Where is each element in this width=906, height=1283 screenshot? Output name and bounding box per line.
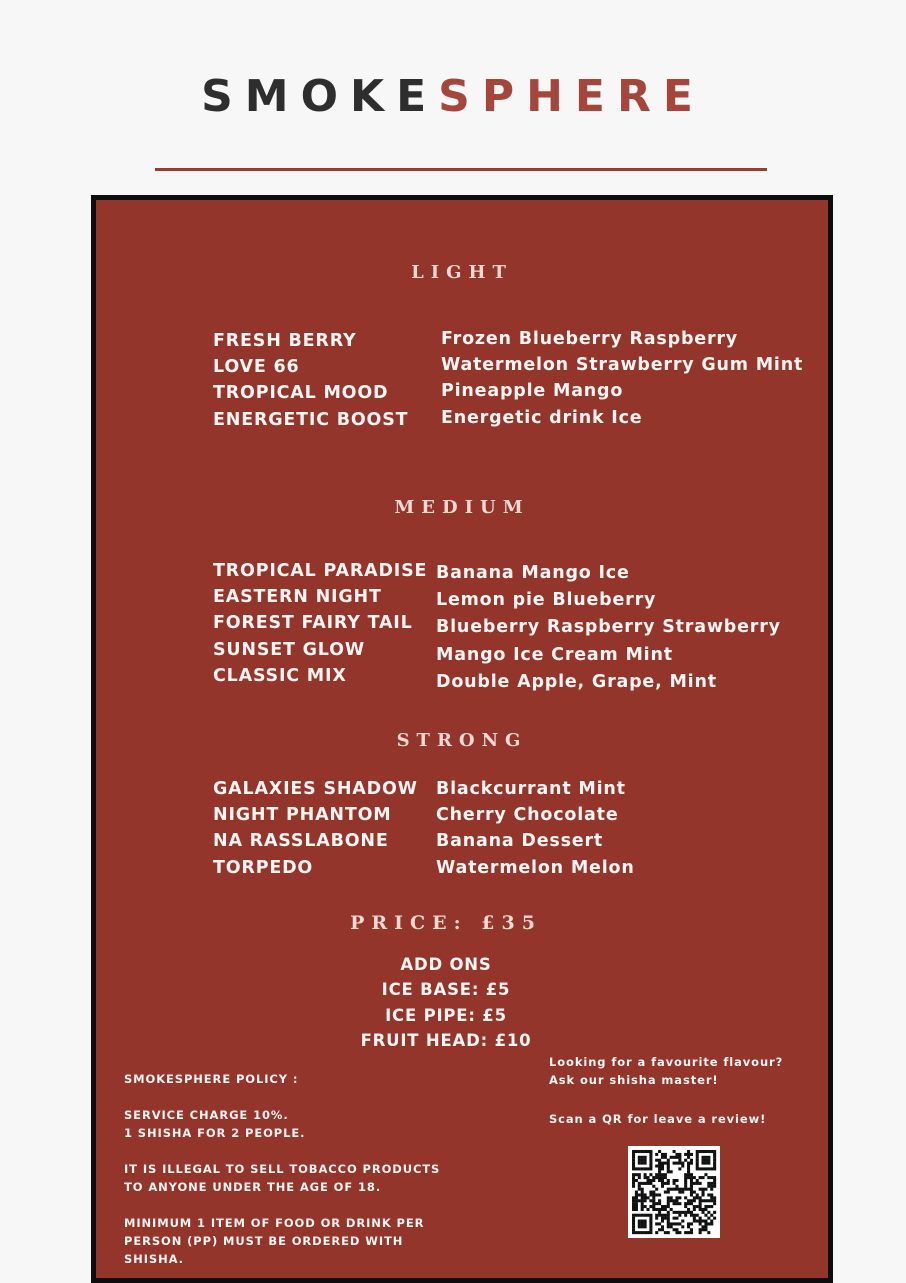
menu-item-flavour: Blueberry Raspberry Strawberry (436, 617, 781, 638)
brand-logo (0, 72, 906, 122)
menu-item-name: LOVE 66 (213, 357, 300, 378)
strong-names (213, 776, 418, 881)
favourite-flavour-note: Looking for a favourite flavour? Ask our shisha master! (549, 1055, 784, 1087)
menu-panel (91, 195, 833, 1283)
menu-item-name: CLASSIC MIX (213, 665, 347, 686)
addon-item: FRUIT HEAD: £10 (360, 1030, 532, 1050)
menu-item-name: ENERGETIC BOOST (213, 409, 409, 430)
menu-item-flavour: Cherry Chocolate (436, 805, 619, 826)
policy-service-charge: SERVICE CHARGE 10%. (124, 1108, 289, 1122)
addon-item: ICE PIPE: £5 (385, 1005, 507, 1025)
addon-item: ICE BASE: £5 (381, 980, 511, 1000)
menu-item-flavour: Pineapple Mango (441, 381, 624, 402)
menu-item-flavour: Frozen Blueberry Raspberry (441, 329, 739, 349)
menu-item-name: SUNSET GLOW (213, 639, 365, 660)
addons-list (296, 952, 596, 1053)
menu-item-name: FOREST FAIRY TAIL (213, 613, 413, 634)
menu-item-name: TORPEDO (213, 857, 314, 878)
menu-item-flavour: Watermelon Melon (436, 857, 635, 878)
section-title-light: LIGHT (411, 262, 513, 283)
light-flavours (441, 326, 803, 431)
menu-item-flavour: Banana Mango Ice (436, 563, 630, 583)
menu-item-name: TROPICAL MOOD (213, 383, 389, 404)
policy-title: SMOKESPHERE POLICY : (124, 1072, 299, 1086)
menu-item-flavour: Lemon pie Blueberry (436, 590, 657, 611)
brand-part-smoke: SMOKE (201, 71, 439, 122)
price-title: PRICE: £35 (350, 912, 542, 934)
review-note: Scan a QR for leave a review! (549, 1112, 767, 1126)
menu-item-name: FRESH BERRY (213, 331, 357, 351)
policy-shisha-people: 1 SHISHA FOR 2 PEOPLE. (124, 1126, 306, 1140)
medium-names (213, 558, 427, 689)
menu-item-name: NA RASSLABONE (213, 831, 389, 852)
brand-part-sphere: SPHERE (438, 71, 705, 122)
section-title-medium: MEDIUM (394, 497, 530, 518)
menu-item-flavour: Energetic drink Ice (441, 407, 643, 428)
menu-item-flavour: Watermelon Strawberry Gum Mint (441, 355, 804, 376)
policy-age-restriction: IT IS ILLEGAL TO SELL TOBACCO PRODUCTS TO ANYONE UNDER THE AGE OF 18. (124, 1162, 441, 1194)
qr-code-graphic (628, 1146, 720, 1238)
menu-item-flavour: Mango Ice Cream Mint (436, 644, 673, 665)
header-divider (155, 168, 767, 171)
menu-item-name: TROPICAL PARADISE (213, 561, 428, 581)
menu-item-name: GALAXIES SHADOW (213, 779, 418, 799)
strong-flavours (436, 776, 635, 881)
medium-flavours (436, 560, 781, 696)
qr-code-icon[interactable] (628, 1146, 720, 1238)
menu-item-flavour: Double Apple, Grape, Mint (436, 671, 717, 692)
addons-heading: ADD ONS (400, 955, 492, 974)
menu-item-name: EASTERN NIGHT (213, 587, 382, 608)
policy-minimum-order: MINIMUM 1 ITEM OF FOOD OR DRINK PER PERSON (PP) MUST BE ORDERED WITH SHISHA. (124, 1216, 425, 1266)
section-title-strong: STRONG (396, 730, 528, 751)
menu-item-flavour: Blackcurrant Mint (436, 779, 626, 799)
light-names (213, 328, 408, 433)
menu-item-flavour: Banana Dessert (436, 831, 604, 852)
menu-item-name: NIGHT PHANTOM (213, 805, 392, 826)
